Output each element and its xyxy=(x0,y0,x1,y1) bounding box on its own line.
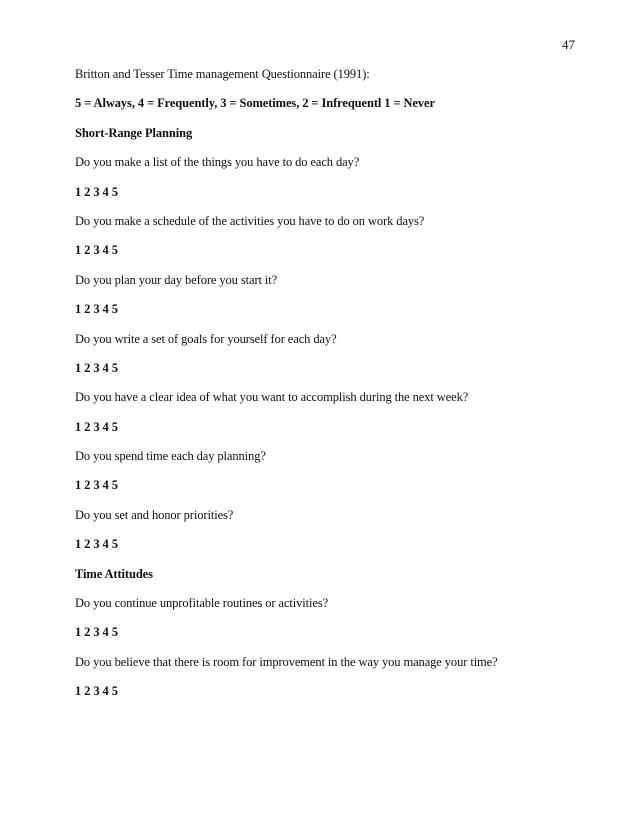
rating-scale: 1 2 3 4 5 xyxy=(75,537,118,552)
question-text: Do you plan your day before you start it? xyxy=(75,272,278,287)
rating-scale: 1 2 3 4 5 xyxy=(75,302,118,317)
questionnaire-title: Britton and Tesser Time management Questionnaire (1991): xyxy=(75,67,370,81)
question-text: Do you make a list of the things you have to do each day? xyxy=(75,155,360,170)
rating-scale: 1 2 3 4 5 xyxy=(75,360,118,375)
rating-scale: 1 2 3 4 5 xyxy=(75,243,118,258)
scale-legend: 5 = Always, 4 = Frequently, 3 = Sometimes, 2 = Infrequentl 1 = Never xyxy=(75,96,435,111)
question-text: Do you continue unprofitable routines or activities? xyxy=(75,596,329,611)
rating-scale: 1 2 3 4 5 xyxy=(75,184,118,199)
rating-scale: 1 2 3 4 5 xyxy=(75,625,118,640)
question-text: Do you write a set of goals for yourself for each day? xyxy=(75,331,337,346)
section-heading-short-range-planning: Short-Range Planning xyxy=(75,125,193,140)
question-text: Do you have a clear idea of what you want to accomplish during the next week? xyxy=(75,390,469,405)
page-number: 47 xyxy=(562,37,575,52)
rating-scale: 1 2 3 4 5 xyxy=(75,478,118,493)
question-text: Do you set and honor priorities? xyxy=(75,507,234,522)
rating-scale: 1 2 3 4 5 xyxy=(75,419,118,434)
section-heading-time-attitudes: Time Attitudes xyxy=(75,566,153,581)
questionnaire-body xyxy=(75,60,575,707)
question-text: Do you make a schedule of the activities you have to do on work days? xyxy=(75,213,425,228)
question-text: Do you spend time each day planning? xyxy=(75,449,266,464)
question-text: Do you believe that there is room for improvement in the way you manage your time? xyxy=(75,654,498,669)
rating-scale: 1 2 3 4 5 xyxy=(75,684,118,699)
